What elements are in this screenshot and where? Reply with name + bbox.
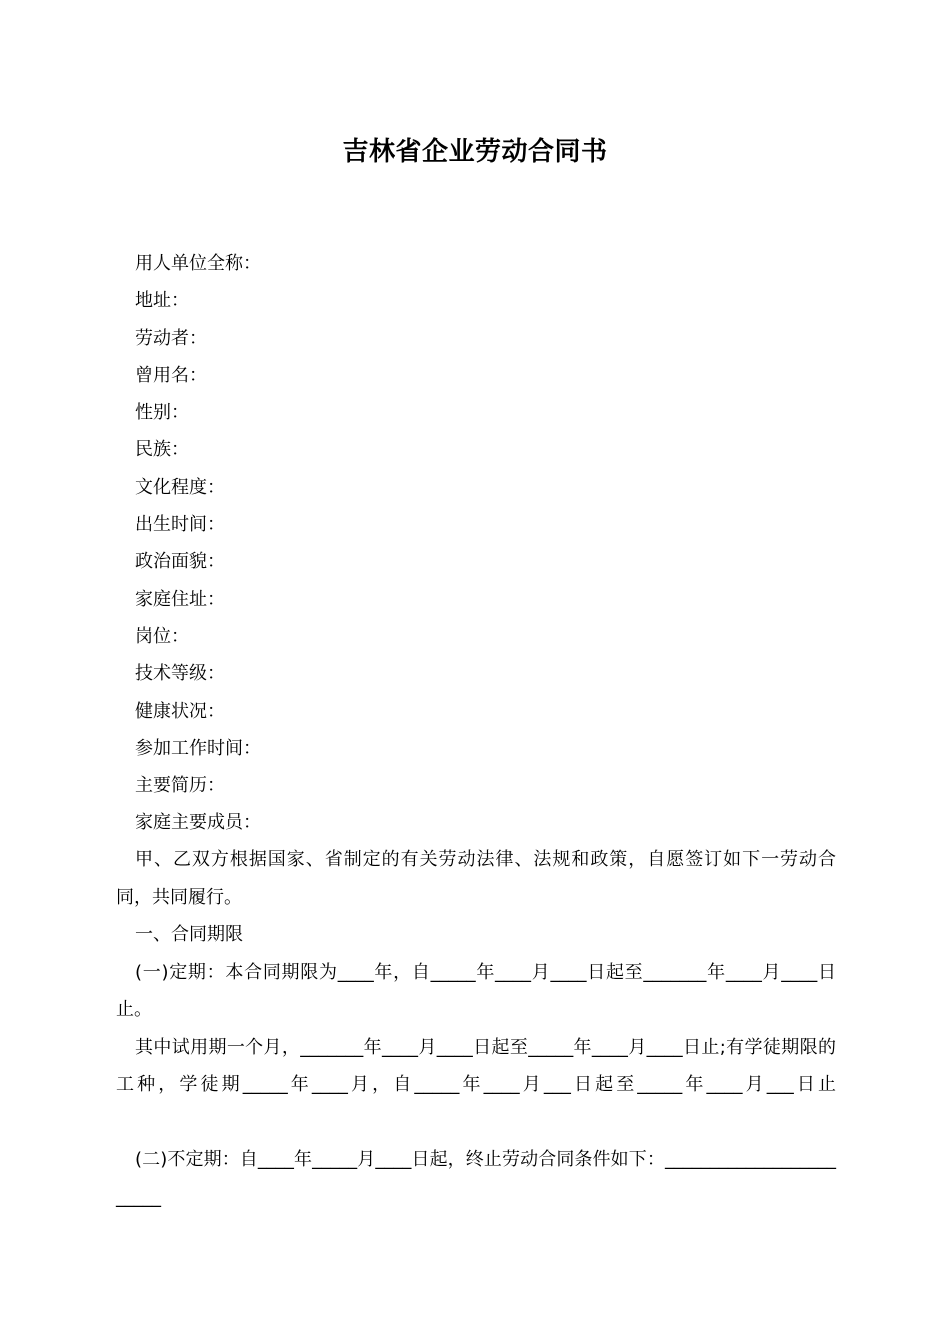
fixed-term-paragraph: (一)定期：本合同期限为____年，自_____年____月____日起至_______年____月____日止。 <box>116 961 836 1020</box>
personal-info-fields <box>135 245 835 842</box>
field-worker: 劳动者： <box>135 327 207 349</box>
section-heading-contract-term: 一、合同期限 <box>135 924 243 945</box>
blank-line <box>116 1104 836 1142</box>
field-gender: 性别： <box>135 402 189 424</box>
field-home-address: 家庭住址： <box>135 588 225 610</box>
field-health-status: 健康状况： <box>135 700 225 722</box>
contract-body <box>116 841 836 1216</box>
probation-paragraph: 其中试用期一个月，_______年____月____日起至_____年____月____日止;有学徒期限的工种，学徒期_____年____月，自_____年____月___日起至_____年____月___日止 <box>116 1036 836 1095</box>
field-political-status: 政治面貌： <box>135 551 225 573</box>
field-birth-date: 出生时间： <box>135 514 225 536</box>
field-skill-level: 技术等级： <box>135 663 225 685</box>
field-former-name: 曾用名： <box>135 364 207 386</box>
field-address: 地址： <box>135 290 189 312</box>
field-position: 岗位： <box>135 625 189 647</box>
intro-paragraph: 甲、乙双方根据国家、省制定的有关劳动法律、法规和政策，自愿签订如下一劳动合同，共同履行。 <box>116 849 836 908</box>
field-resume: 主要简历： <box>135 775 225 797</box>
indefinite-term-paragraph: (二)不定期：自____年_____月____日起，终止劳动合同条件如下：________________________ <box>116 1149 836 1208</box>
field-education: 文化程度： <box>135 476 225 498</box>
document-title: 吉林省企业劳动合同书 <box>342 137 608 167</box>
field-work-start-date: 参加工作时间： <box>135 737 261 759</box>
field-family-members: 家庭主要成员： <box>135 812 261 834</box>
field-employer-name: 用人单位全称： <box>135 253 261 274</box>
field-ethnicity: 民族： <box>135 439 189 461</box>
